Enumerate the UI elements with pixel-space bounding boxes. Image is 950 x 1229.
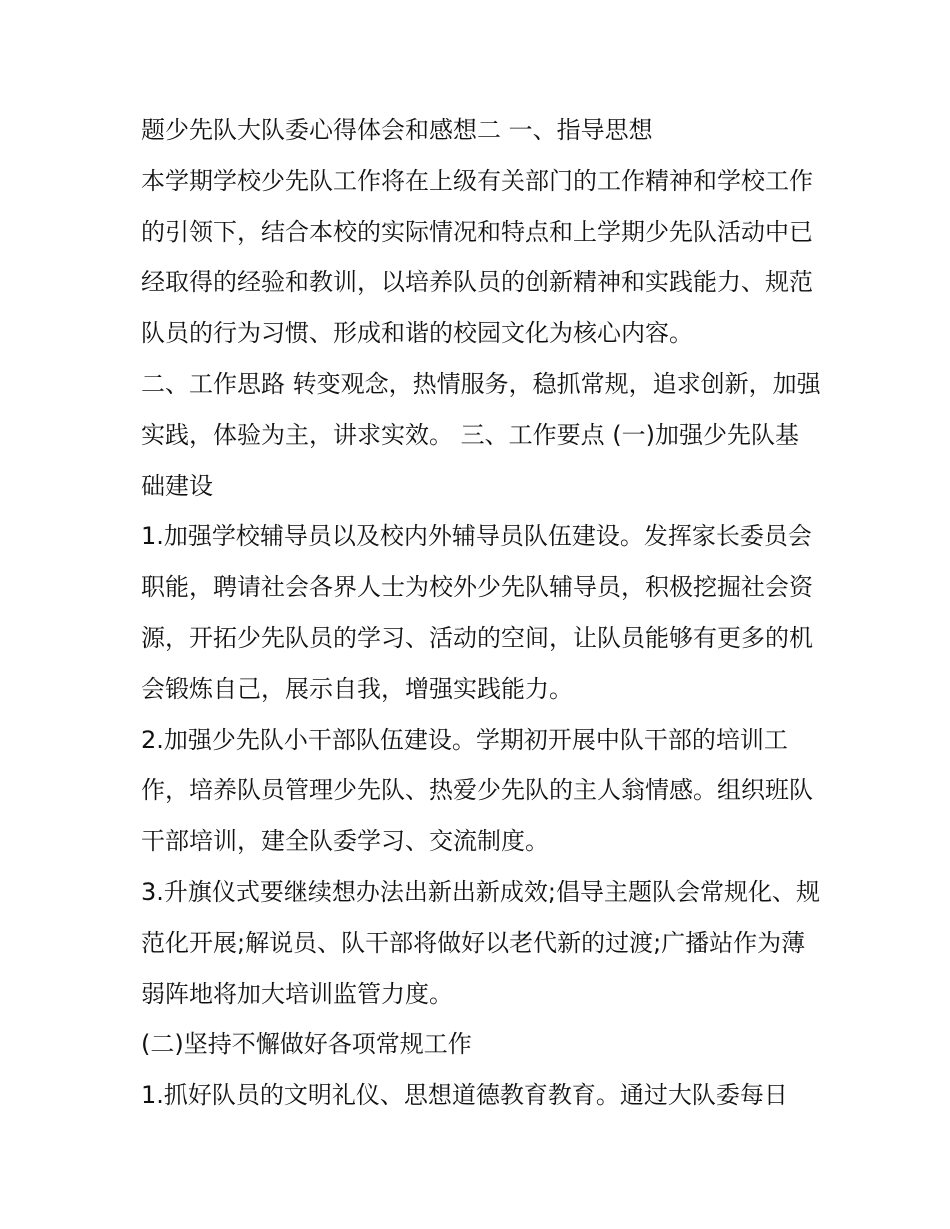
document-body: [141, 105, 821, 1121]
flag-ceremony-paragraph: 3.升旗仪式要继续想办法出新出新成效;倡导主题队会常规化、规范化开展;解说员、队干部将做好以老代新的过渡;广播站作为薄弱阵地将加大培训监管力度。: [141, 877, 820, 1008]
guiding-thought-paragraph: 本学期学校少先队工作将在上级有关部门的工作精神和学校工作的引领下，结合本校的实际情况和特点和上学期少先队活动中已经取得的经验和教训，以培养队员的创新精神和实践能力、规范队员的行为习惯、形成和谐的校园文化为核心内容。: [141, 166, 813, 348]
heading-paragraph: 题少先队大队委心得体会和感想二 一、指导思想: [141, 116, 653, 144]
counselor-team-paragraph: 1.加强学校辅导员以及校内外辅导员队伍建设。发挥家长委员会职能，聘请社会各界人士为校外少先队辅导员，积极挖掘社会资源，开拓少先队员的学习、活动的空间，让队员能够有更多的机会锻炼自己，展示自我，增强实践能力。: [141, 522, 813, 703]
cadre-team-paragraph: 2.加强少先队小干部队伍建设。学期初开展中队干部的培训工作，培养队员管理少先队、热爱少先队的主人翁情感。组织班队干部培训，建全队委学习、交流制度。: [141, 725, 813, 856]
etiquette-education-paragraph: 1.抓好队员的文明礼仪、思想道德教育教育。通过大队委每日: [141, 1081, 788, 1110]
routine-work-heading: (二)坚持不懈做好各项常规工作: [141, 1030, 472, 1059]
work-approach-paragraph: 二、工作思路 转变观念，热情服务，稳抓常规，追求创新，加强实践，体验为主，讲求实效。 三、工作要点 (一)加强少先队基础建设: [141, 369, 821, 500]
